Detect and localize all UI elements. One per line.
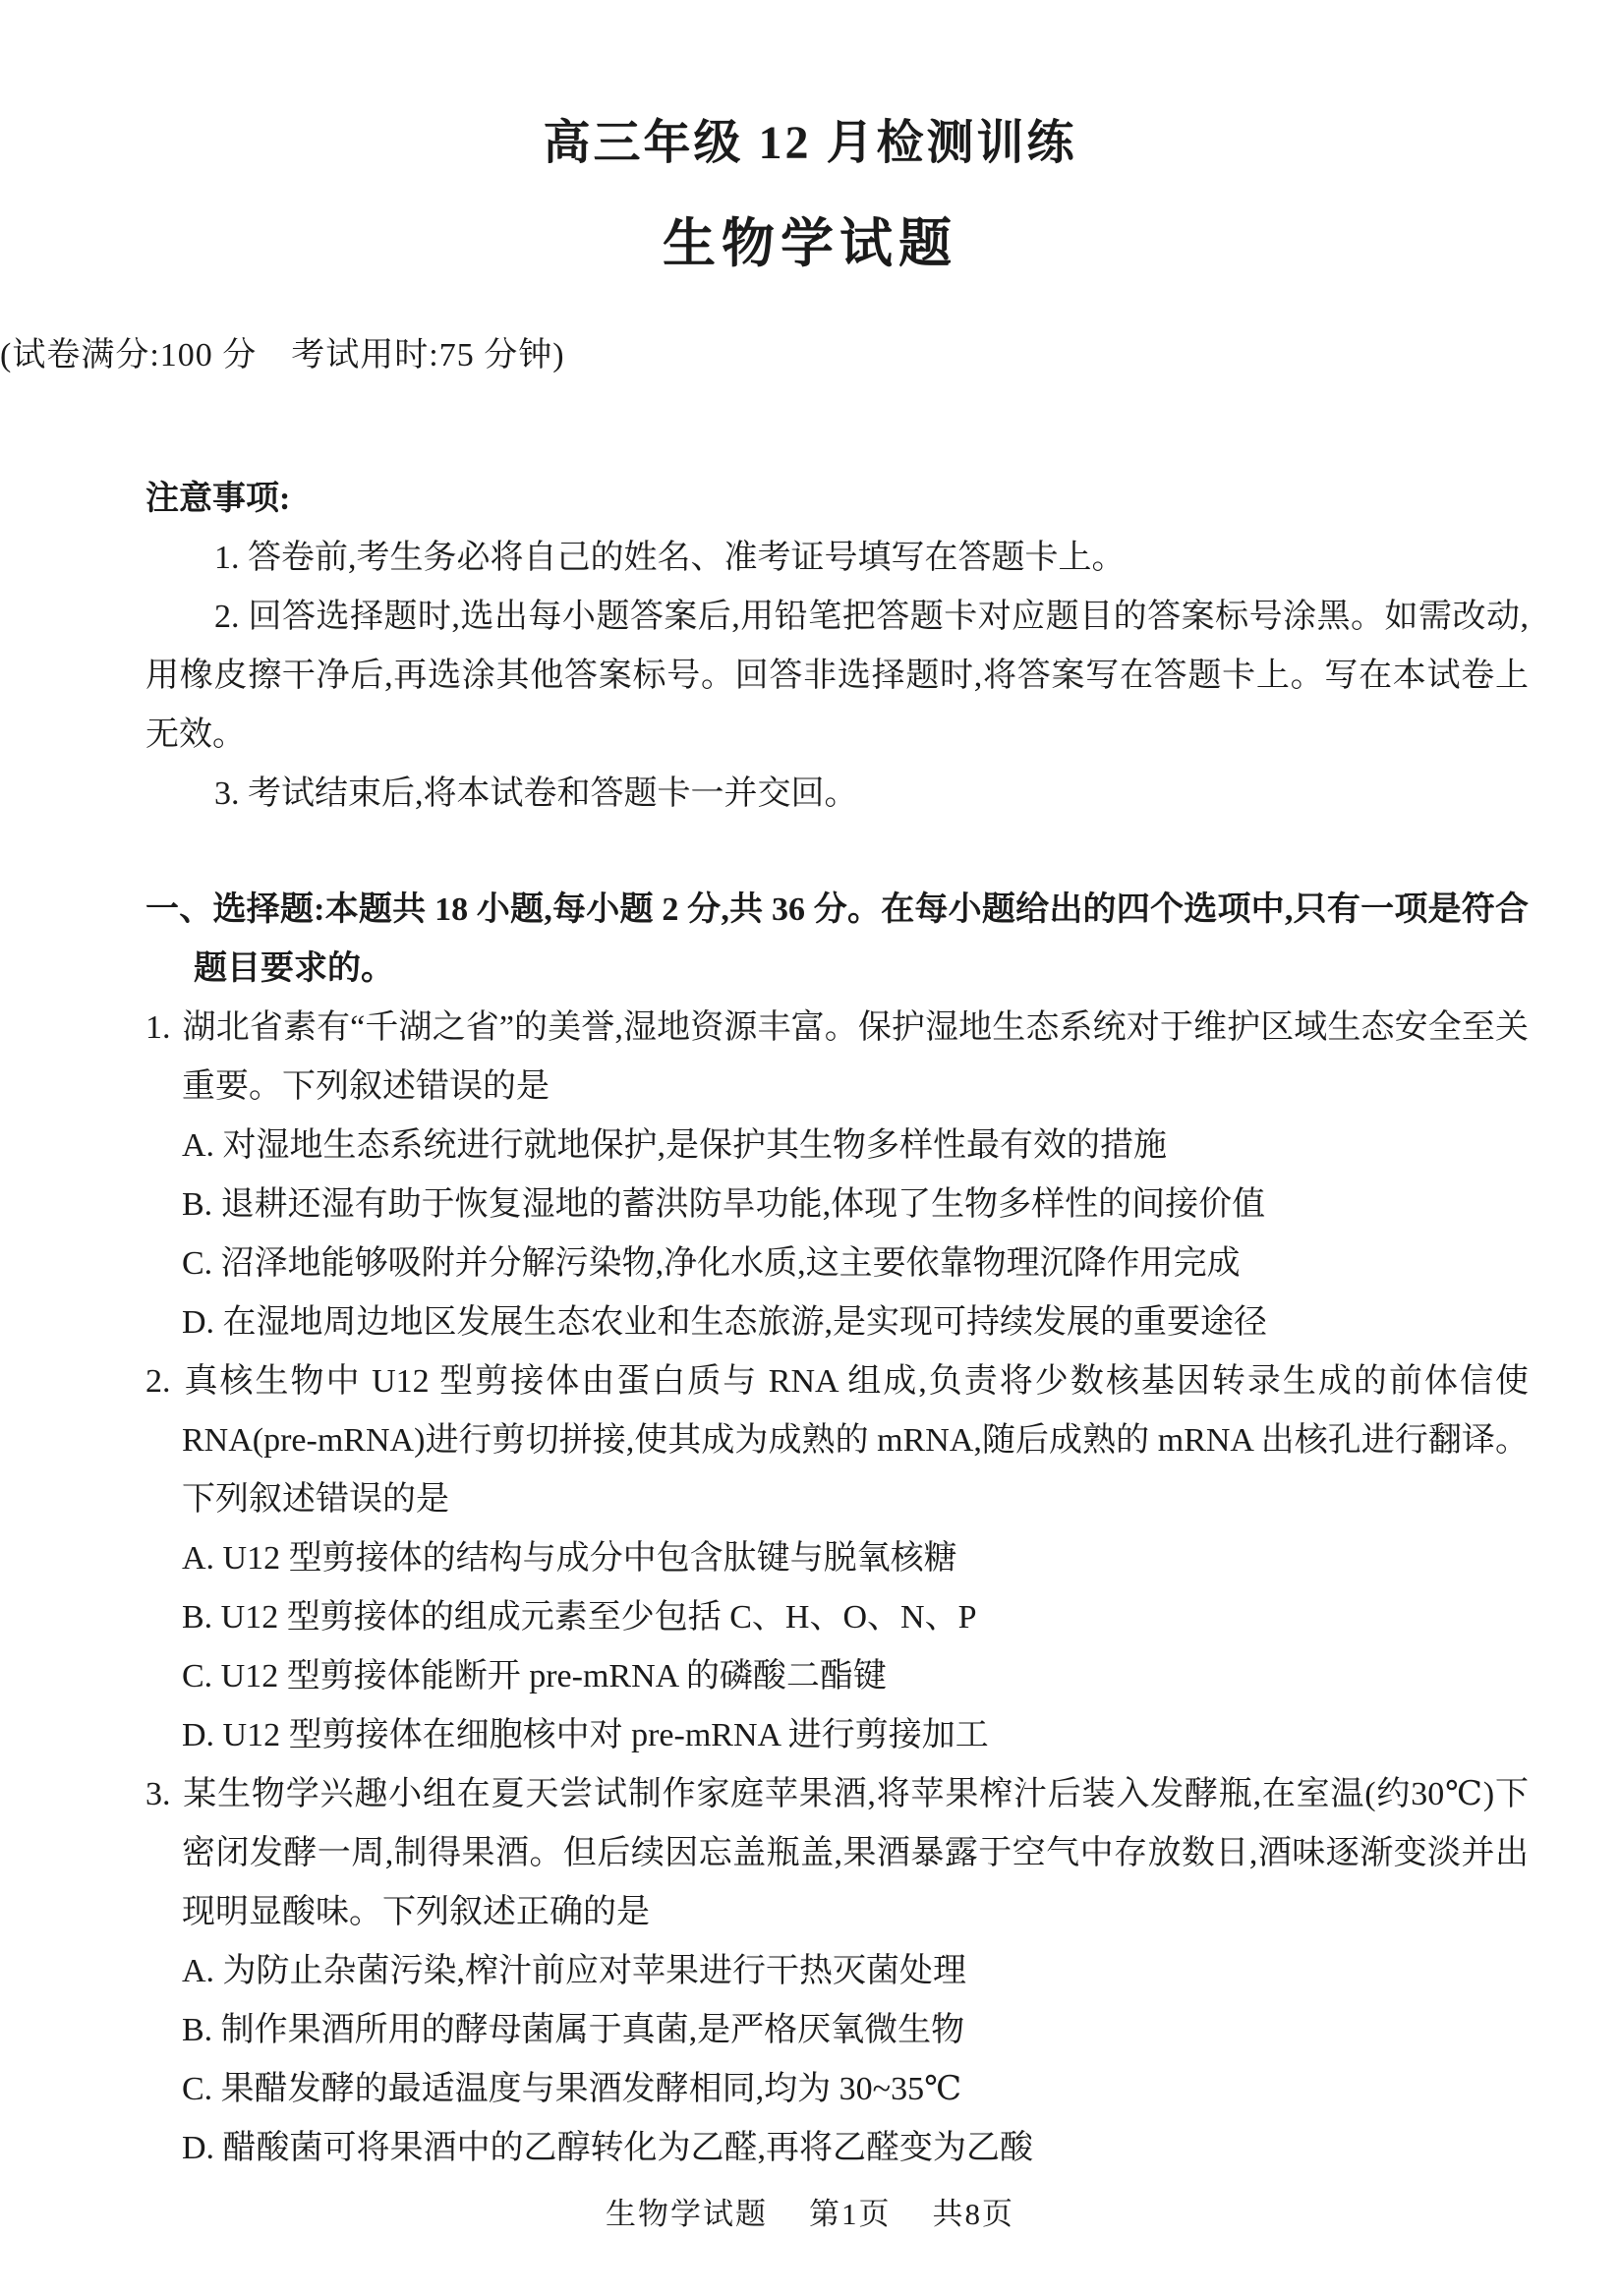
footer-page-number: 第1页 [809, 2197, 892, 2231]
question-1-stem-text: 湖北省素有“千湖之省”的美誉,湿地资源丰富。保护湿地生态系统对于维护区域生态安全至关重要。下列叙述错误的是 [182, 1009, 1529, 1105]
exam-subtitle: 生物学试题 [663, 214, 957, 273]
notice-item-3: 3. 考试结束后,将本试卷和答题卡一并交回。 [214, 775, 858, 812]
question-1-option-b: B. 退耕还湿有助于恢复湿地的蓄洪防旱功能,体现了生物多样性的间接价值 [182, 1186, 1266, 1223]
exam-meta-line: (试卷满分:100 分 考试用时:75 分钟) [0, 337, 565, 373]
footer-subject: 生物学试题 [606, 2197, 768, 2231]
question-1-option-d: D. 在湿地周边地区发展生态农业和生态旅游,是实现可持续发展的重要途径 [182, 1304, 1268, 1341]
question-3-stem [145, 1765, 1529, 1942]
question-3 [145, 1765, 1529, 2178]
question-1 [145, 999, 1529, 1352]
question-3-option-d: D. 醋酸菌可将果酒中的乙醇转化为乙醛,再将乙醛变为乙酸 [182, 2130, 1034, 2166]
exam-title: 高三年级 12 月检测训练 [543, 117, 1077, 169]
exam-header [0, 104, 1620, 385]
notice-heading: 注意事项: [145, 481, 291, 517]
question-2 [145, 1352, 1529, 1765]
page-footer [0, 2189, 1620, 2233]
question-3-option-b: B. 制作果酒所用的酵母菌属于真菌,是严格厌氧微生物 [182, 2012, 965, 2048]
question-2-stem-text: 真核生物中 U12 型剪接体由蛋白质与 RNA 组成,负责将少数核基因转录生成的前体信使 RNA(pre-mRNA)进行剪切拼接,使其成为成熟的 mRNA,随后成熟的 mRNA 出核孔进行翻译。下列叙述错误的是 [182, 1363, 1529, 1518]
question-3-stem-text: 某生物学兴趣小组在夏天尝试制作家庭苹果酒,将苹果榨汁后装入发酵瓶,在室温(约30℃)下密闭发酵一周,制得果酒。但后续因忘盖瓶盖,果酒暴露于空气中存放数日,酒味逐渐变淡并出现明显酸味。下列叙述正确的是 [182, 1776, 1529, 1930]
question-2-option-c: C. U12 型剪接体能断开 pre-mRNA 的磷酸二酯键 [182, 1658, 887, 1694]
question-3-option-c: C. 果醋发酵的最适温度与果酒发酵相同,均为 30~35℃ [182, 2071, 962, 2107]
question-1-option-c: C. 沼泽地能够吸附并分解污染物,净化水质,这主要依靠物理沉降作用完成 [182, 1245, 1241, 1282]
notice-item-1: 1. 答卷前,考生务必将自己的姓名、准考证号填写在答题卡上。 [214, 540, 1126, 576]
question-1-number: 1. [145, 1009, 171, 1046]
question-2-stem [145, 1352, 1529, 1529]
footer-page-total: 共8页 [932, 2197, 1014, 2231]
question-1-option-a: A. 对湿地生态系统进行就地保护,是保护其生物多样性最有效的措施 [182, 1127, 1168, 1164]
question-1-stem [145, 999, 1529, 1117]
question-2-number: 2. [145, 1363, 171, 1400]
notice-item-2: 2. 回答选择题时,选出每小题答案后,用铅笔把答题卡对应题目的答案标号涂黑。如需改动,用橡皮擦干净后,再选涂其他答案标号。回答非选择题时,将答案写在答题卡上。写在本试卷上无效。 [145, 599, 1529, 753]
question-2-option-b: B. U12 型剪接体的组成元素至少包括 C、H、O、N、P [182, 1599, 977, 1636]
question-3-option-a: A. 为防止杂菌污染,榨汁前应对苹果进行干热灭菌处理 [182, 1953, 967, 1989]
question-2-option-d: D. U12 型剪接体在细胞核中对 pre-mRNA 进行剪接加工 [182, 1717, 989, 1753]
question-2-option-a: A. U12 型剪接体的结构与成分中包含肽键与脱氧核糖 [182, 1540, 957, 1577]
section-one-heading: 一、选择题:本题共 18 小题,每小题 2 分,共 36 分。在每小题给出的四个选项中,只有一项是符合题目要求的。 [145, 891, 1529, 987]
question-3-number: 3. [145, 1776, 171, 1812]
